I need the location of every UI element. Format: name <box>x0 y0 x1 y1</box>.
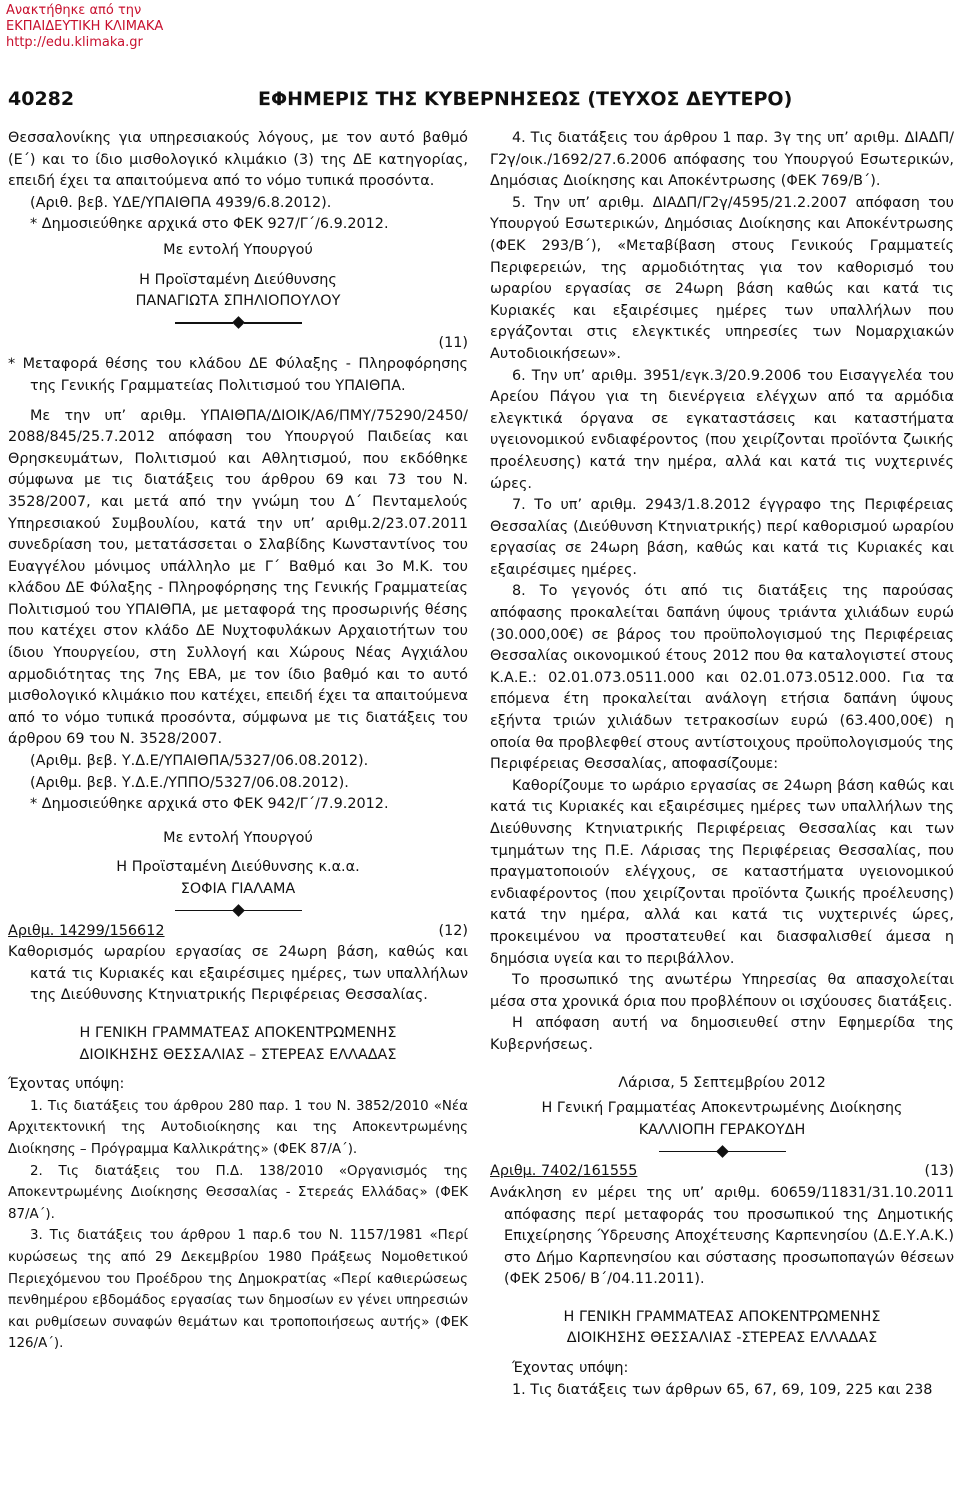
having-heading: Έχοντας υπόψη: <box>512 1360 629 1377</box>
source-watermark <box>6 3 163 51</box>
list-item: 6. Την υπ’ αριθμ. 3951/εγκ.3/20.9.2006 του Εισαγγελέα του Αρείου Πάγου για τη διενέργεια ελέγχων από τα αρμόδια ελεγκτικά όργανα σε εγκαταστάσεις και καταστήματα υγειονομικού ενδιαφέροντος (που χειρίζονται προϊόντα ζωικής προέλευσης) κατά την ημέρα, αλλά και κατά τις νυχτερινές ώρες. <box>490 367 954 492</box>
signatory-name: ΠΑΝΑΓΙΩΤΑ ΣΠΗΛΙΟΠΟΥΛΟΥ <box>135 293 341 310</box>
verification-ref: (Αριθμ. βεβ. Υ.Δ.Ε/ΥΠΑΙΘΠΑ/5327/06.08.2012). <box>30 753 369 770</box>
verification-ref: (Αριθ. βεβ. ΥΔΕ/ΥΠΑΙΘΠΑ 4939/6.8.2012). <box>30 194 332 211</box>
authority-line: ΔΙΟΙΚΗΣΗΣ ΘΕΣΣΑΛΙΑΣ – ΣΤΕΡΕΑΣ ΕΛΛΑΔΑΣ <box>79 1046 397 1063</box>
list-item: 1. Τις διατάξεις των άρθρων 65, 67, 69, 109, 225 και 238 <box>512 1381 933 1398</box>
left-column <box>8 128 468 1355</box>
decision-title: Ανάκληση εν μέρει της υπ’ αριθμ. 60659/11831/31.10.2011 απόφασης περί μεταφοράς του προσωπικού της Δημοτικής Επιχείρησης Ύδρευσης Αποχέτευσης Καρπενησίου (Δ.Ε.Υ.Α.Κ.) στο Δήμο Καρπενησίου και σύστασης προσωποπαγών θέσεων (ΦΕΚ 2506/ Β΄/04.11.2011). <box>490 1184 954 1288</box>
decision-number: (11) <box>438 334 468 351</box>
decision-number: (12) <box>438 922 468 939</box>
list-item: 2. Τις διατάξεις του Π.Δ. 138/2010 «Οργανισμός της Αποκεντρωμένης Διοίκησης Θεσσαλίας - Στερεάς Ελλάδας» (ΦΕΚ 87/Α΄). <box>8 1163 468 1222</box>
list-item: 7. Το υπ’ αριθμ. 2943/1.8.2012 έγγραφο της Περιφέρειας Θεσσαλίας (Διεύθυνση Κτηνιατρικής) περί καθορισμού ωραρίου εργασίας σε 24ωρη βάση, καθώς και κατά τις Κυριακές και εξαιρέσιμες ημέρες. <box>490 497 954 578</box>
verification-ref: (Αριθμ. βεβ. Υ.Δ.Ε./ΥΠΠΟ/5327/06.08.2012). <box>30 774 349 791</box>
decision-heading <box>490 1161 954 1183</box>
signature-line: Η Γενική Γραμματέας Αποκεντρωμένης Διοίκησης <box>541 1100 903 1117</box>
publication-note: * Δημοσιεύθηκε αρχικά στο ΦΕΚ 942/Γ΄/7.9.2012. <box>30 796 389 813</box>
signature-line: Με εντολή Υπουργού <box>163 241 313 258</box>
decision-title: * Μεταφορά θέσης του κλάδου ΔΕ Φύλαξης - Πληροφόρησης της Γενικής Γραμματείας Πολιτισμού του ΥΠΑΙΘΠΑ. <box>8 356 468 394</box>
signatory-name: ΣΟΦΙΑ ΓΙΑΛΑΜΑ <box>180 881 296 897</box>
signatory-name: ΚΑΛΛΙΟΠΗ ΓΕΡΑΚΟΥΔΗ <box>638 1121 806 1138</box>
page-number: 40282 <box>8 88 75 110</box>
watermark-line: ΕΚΠΑΙΔΕΥΤΙΚΗ ΚΛΙΜΑΚΑ <box>6 19 164 34</box>
decision-text: Καθορίζουμε το ωράριο εργασίας σε 24ωρη βάση καθώς και κατά τις Κυριακές και εξαιρέσιμες ημέρες των υπαλλήλων της Διεύθυνσης Κτηνιατρικής Περιφέρειας Θεσσαλίας και των τμημάτων της Π.Ε. Λάρισας της Περιφέρειας Θεσσαλίας, που πραγματοποιούν ελέγχους, σε καταστήματα υγειονομικού ενδιαφέροντος (που χειρίζονται προϊόντα ζωικής προέλευσης) κατά την ημέρα, αλλά και κατά τις νυχτερινές ώρες, προκειμένου να προστατευθεί και διασφαλισθεί άμεσα η δημόσια υγεία και το περιβάλλον. <box>490 777 954 967</box>
separator-ornament <box>8 904 468 918</box>
watermark-line: Ανακτήθηκε από την <box>6 3 142 18</box>
publish-paragraph: Η απόφαση αυτή να δημοσιευθεί στην Εφημερίδα της Κυβερνήσεως. <box>490 1015 954 1053</box>
page-header <box>0 88 960 116</box>
signature-line: Η Προϊσταμένη Διεύθυνσης <box>139 271 337 288</box>
list-item: 5. Την υπ’ αριθμ. ΔΙΑΔΠ/Γ2γ/4595/21.2.2007 απόφαση του Υπουργού Εσωτερικών, Δημόσιας Διοίκησης και Αποκέντρωσης (ΦΕΚ 293/Β΄), «Μεταβίβαση στους Γενικούς Γραμματείς Περιφερειών, της αρμοδιότητας για τον καθορισμό του ωραρίου εργασίας σε 24ωρη βάση καθώς και κατά τις Κυριακές και εξαιρέσιμες ημέρες των υπαλλήλων που εργάζονται στις ελεγκτικές υπηρεσίες των Νομαρχιακών Αυτοδιοικήσεων». <box>490 194 954 362</box>
decision-number: (13) <box>924 1163 954 1180</box>
authority-line: Η ΓΕΝΙΚΗ ΓΡΑΜΜΑΤΕΑΣ ΑΠΟΚΕΝΤΡΩΜΕΝΗΣ <box>563 1308 881 1325</box>
list-item: 8. Το γεγονός ότι από τις διατάξεις της παρούσας απόφασης προκαλείται δαπάνη ύψους τριάντα χιλιάδων ευρώ (30.000,00€) σε βάρος του προϋπολογισμού της Περιφέρειας Θεσσαλίας οικονομικού έτους 2012 που θα καταλογιστεί στους Κ.Α.Ε.: 02.01.073.0511.000 και 02.01.073.0512.000. Για τα επόμενα έτη προκαλείται ανάλογη ετήσια δαπάνη ύψους εξήντα τριών χιλιάδων τετρακοσίων ευρώ (63.400,00€) η οποία θα προβλεφθεί στους αντίστοιχους προϋπολογισμούς της Περιφέρειας Θεσσαλίας, αποφασίζουμε: <box>490 583 954 773</box>
decision-ref-number: Αριθμ. 7402/161555 <box>490 1163 638 1180</box>
publication-note: * Δημοσιεύθηκε αρχικά στο ΦΕΚ 927/Γ΄/6.9.2012. <box>30 216 389 233</box>
right-column <box>490 128 954 1401</box>
list-item: 3. Τις διατάξεις του άρθρου 1 παρ.6 του Ν. 1157/1981 «Περί κυρώσεως της από 29 Δεκεμβρίου 1980 Πράξεως Νομοθετικού Περιεχόμενου του Προέδρου της Δημοκρατίας «Περί καθιερώσεως πενθημέρου εβδομάδος εργασίας των δημοσίων εν γένει υπηρεσιών και ρυθμίσεων συναφών θεμάτων και τροποποιήσεως αυτής» (ΦΕΚ 126/Α΄). <box>8 1228 468 1352</box>
decision-body: Με την υπ’ αριθμ. ΥΠΑΙΘΠΑ/ΔΙΟΙΚ/Α6/ΠΜΥ/75290/2450/ 2088/845/25.7.2012 απόφαση του Υπουργού Παιδείας και Θρησκευμάτων, Πολιτισμού και Αθλητισμού, που εκδόθηκε σύμφωνα με τις διατάξεις του άρθρου 69 και 73 του Ν. 3528/2007, και μετά από την γνώμη του Δ΄ Πενταμελούς Υπηρεσιακού Συμβουλίου, κατά την υπ’ αριθμ.2/23.07.2011 συνεδρίαση του, μετατάσσεται ο Σλαβίδης Κωνσταντίνος του Ευαγγέλου μόνιμος υπάλληλο με Γ΄ Βαθμό και 3ο Μ.Κ. του κλάδου ΔΕ Φύλαξης - Πληροφόρησης της Γενικής Γραμματείας Πολιτισμού του ΥΠΑΙΘΠΑ, με μεταφορά της προσωρινής θέσης που κατέχει στον κλάδο ΔΕ Νυχτοφυλάκων Αρχαιοτήτων του ίδιου Υπουργείου, στη Συλλογή και Χώρους Νέας Αγχιάλου αρμοδιότητας της 7ης ΕΒΑ, με τον ίδιο βαθμό και το αυτό μισθολογικό κλιμάκιο που κατέχει, επειδή έχει τα απαιτούμενα από το νόμο τυπικά προσόντα, σύμφωνα με τις διατάξεις του άρθρου 69 του Ν. 3528/2007. <box>8 407 468 748</box>
signature-line: Με εντολή Υπουργού <box>163 829 313 846</box>
list-item: 4. Τις διατάξεις του άρθρου 1 παρ. 3γ της υπ’ αριθμ. ΔΙΑΔΠ/Γ2γ/οικ./1692/27.6.2006 απόφασης του Υπουργού Εσωτερικών, Δημόσιας Διοίκησης και Αποκέντρωσης (ΦΕΚ 769/Β΄). <box>490 130 954 190</box>
list-item: 1. Τις διατάξεις του άρθρου 280 παρ. 1 του Ν. 3852/2010 «Νέα Αρχιτεκτονική της Αυτοδιοίκησης και της Αποκεντρωμένης Διοίκησης – Πρόγραμμα Καλλικράτης» (ΦΕΚ 87/Α΄). <box>8 1098 468 1157</box>
decision-ref-number: Αριθμ. 14299/156612 <box>8 922 165 939</box>
having-heading: Έχοντας υπόψη: <box>8 1076 125 1093</box>
authority-line: ΔΙΟΙΚΗΣΗΣ ΘΕΣΣΑΛΙΑΣ -ΣΤΕΡΕΑΣ ΕΛΛΑΔΑΣ <box>566 1330 878 1347</box>
decision-heading <box>8 921 468 943</box>
intro-paragraph: Θεσσαλονίκης για υπηρεσιακούς λόγους, με τον αυτό βαθμό (Ε΄) και το ίδιο μισθολογικό κλιμάκιο (3) της ΔΕ κατηγορίας, επειδή έχει τα απαιτούμενα από το νόμο τυπικά προσόντα. <box>8 130 468 190</box>
watermark-link[interactable]: http://edu.klimaka.gr <box>6 35 143 50</box>
separator-ornament <box>8 316 468 330</box>
place-date: Λάρισα, 5 Σεπτεμβρίου 2012 <box>618 1074 826 1091</box>
separator-ornament <box>490 1144 954 1158</box>
signature-line: Η Προϊσταμένη Διεύθυνσης κ.α.α. <box>116 859 360 876</box>
staff-paragraph: Το προσωπικό της ανωτέρω Υπηρεσίας θα απασχολείται μέσα στα χρονικά όρια που προβλέπουν οι ισχύουσες διατάξεις. <box>490 972 954 1010</box>
gazette-title: ΕΦΗΜΕΡΙΣ ΤΗΣ ΚΥΒΕΡΝΗΣΕΩΣ (ΤΕΥΧΟΣ ΔΕΥΤΕΡΟ) <box>258 88 793 110</box>
decision-title: Καθορισμός ωραρίου εργασίας σε 24ωρη βάση, καθώς και κατά τις Κυριακές και εξαιρέσιμες ημέρες, των υπαλλήλων της Διεύθυνσης Κτηνιατρικής Περιφέρειας Θεσσαλίας. <box>8 944 468 1004</box>
authority-line: Η ΓΕΝΙΚΗ ΓΡΑΜΜΑΤΕΑΣ ΑΠΟΚΕΝΤΡΩΜΕΝΗΣ <box>79 1024 397 1041</box>
